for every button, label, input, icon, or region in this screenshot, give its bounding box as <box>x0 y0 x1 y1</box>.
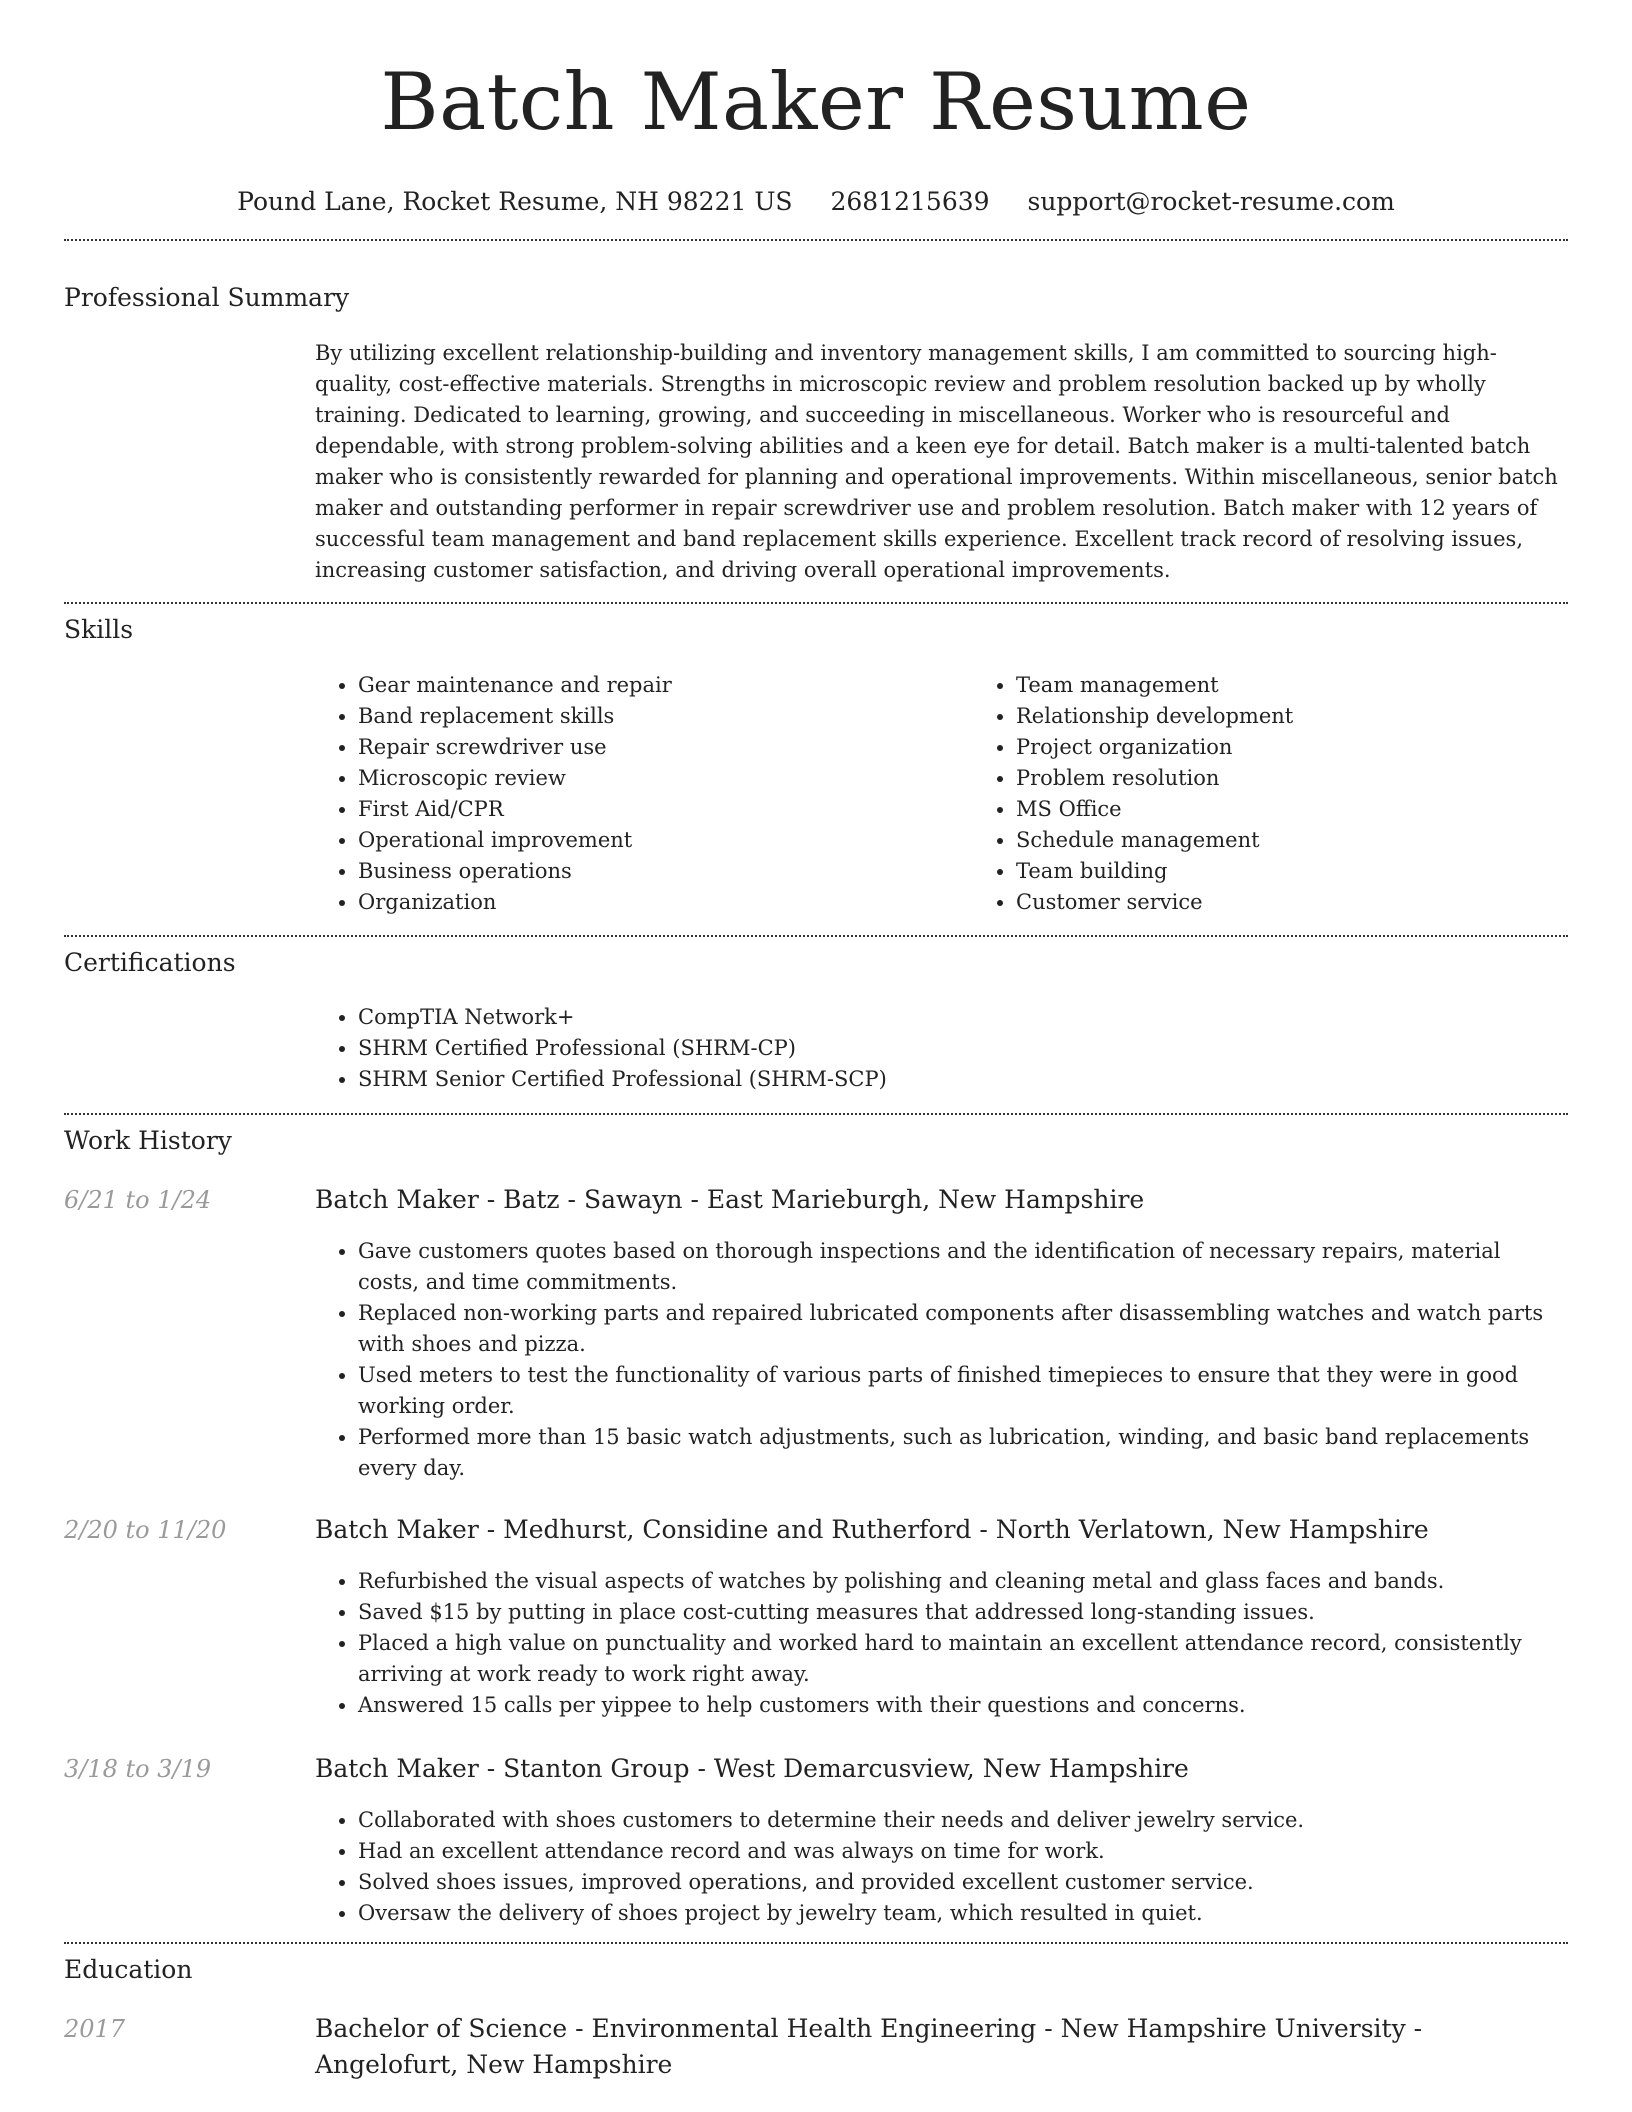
skill-item: • Customer service <box>1016 887 1631 918</box>
section-title-education: Education <box>64 1955 193 1984</box>
section-divider <box>64 1113 1568 1115</box>
section-title-skills: Skills <box>64 615 134 644</box>
job-dates: 2/20 to 11/20 <box>64 1516 227 1544</box>
skill-item: • Band replacement skills <box>358 701 973 732</box>
skill-item: • Problem resolution <box>1016 763 1631 794</box>
skills-section <box>315 670 1568 918</box>
skill-item: • Relationship development <box>1016 701 1631 732</box>
job-bullet: • Collaborated with shoes customers to determine their needs and deliver jewelry service. <box>358 1805 1568 1836</box>
contact-address: Pound Lane, Rocket Resume, NH 98221 US <box>237 187 793 216</box>
page-title: Batch Maker Resume <box>380 56 1252 148</box>
job-dates: 6/21 to 1/24 <box>64 1186 212 1214</box>
job-bullet: • Used meters to test the functionality of various parts of finished timepieces to ensure that they were in good working order. <box>358 1360 1568 1422</box>
job-bullet: • Solved shoes issues, improved operations, and provided excellent customer service. <box>358 1867 1568 1898</box>
contact-line <box>0 186 1632 218</box>
job-bullet: • Replaced non-working parts and repaired lubricated components after disassembling watches and watch parts with shoes and pizza. <box>358 1298 1568 1360</box>
certification-item: • SHRM Certified Professional (SHRM-CP) <box>358 1033 1568 1064</box>
skill-item: • Repair screwdriver use <box>358 732 973 763</box>
certification-item: • CompTIA Network+ <box>358 1002 1568 1033</box>
section-divider <box>64 602 1568 604</box>
summary-text: By utilizing excellent relationship-building and inventory management skills, I am committed to sourcing high-quality, cost-effective materials. Strengths in microscopic review and problem resolution backed up by wholly training. Dedicated to learning, growing, and succeeding in miscellaneous. Worker who is resourceful and dependable, with strong problem-solving abilities and a keen eye for detail. Batch maker is a multi-talented batch maker who is consistently rewarded for planning and operational improvements. Within miscellaneous, senior batch maker and outstanding performer in repair screwdriver use and problem resolution. Batch maker with 12 years of successful team management and band replacement skills experience. Excellent track record of resolving issues, increasing customer satisfaction, and driving overall operational improvements. <box>315 341 1558 582</box>
contact-phone: 2681215639 <box>830 187 990 216</box>
job-bullet: • Had an excellent attendance record and was always on time for work. <box>358 1836 1568 1867</box>
skill-item: • Business operations <box>358 856 973 887</box>
job-bullet: • Oversaw the delivery of shoes project by jewelry team, which resulted in quiet. <box>358 1898 1568 1929</box>
certifications-section <box>315 1002 1568 1095</box>
education-year: 2017 <box>64 2015 126 2043</box>
section-title-work-history: Work History <box>64 1126 232 1155</box>
skill-item: • Organization <box>358 887 973 918</box>
job-bullets <box>315 1566 1568 1721</box>
job-details <box>315 1566 1568 1721</box>
job-bullets <box>315 1236 1568 1484</box>
section-divider <box>64 239 1568 241</box>
job-details <box>315 1236 1568 1484</box>
contact-email: support@rocket-resume.com <box>1027 187 1395 216</box>
resume-header <box>0 0 1632 218</box>
job-bullet: • Answered 15 calls per yippee to help customers with their questions and concerns. <box>358 1690 1568 1721</box>
job-bullet: • Performed more than 15 basic watch adjustments, such as lubrication, winding, and basic band replacements every day. <box>358 1422 1568 1484</box>
job-title: Batch Maker - Medhurst, Considine and Rutherford - North Verlatown, New Hampshire <box>315 1515 1429 1544</box>
certifications-list <box>315 1002 1568 1095</box>
job-dates: 3/18 to 3/19 <box>64 1755 212 1783</box>
job-details <box>315 1805 1568 1929</box>
job-bullet: • Refurbished the visual aspects of watches by polishing and cleaning metal and glass faces and bands. <box>358 1566 1568 1597</box>
job-bullets <box>315 1805 1568 1929</box>
section-title-summary: Professional Summary <box>64 283 350 312</box>
skill-item: • Operational improvement <box>358 825 973 856</box>
skills-list-left <box>315 670 973 918</box>
skill-item: • MS Office <box>1016 794 1631 825</box>
skill-item: • First Aid/CPR <box>358 794 973 825</box>
section-divider <box>64 1942 1568 1944</box>
skill-item: • Team management <box>1016 670 1631 701</box>
skills-grid <box>315 670 1568 918</box>
job-title: Batch Maker - Stanton Group - West Demarcusview, New Hampshire <box>315 1754 1189 1783</box>
job-bullet: • Saved $15 by putting in place cost-cutting measures that addressed long-standing issues. <box>358 1597 1568 1628</box>
skill-item: • Team building <box>1016 856 1631 887</box>
education-degree: Bachelor of Science - Environmental Health Engineering - New Hampshire University - Angelofurt, New Hampshire <box>315 2014 1423 2079</box>
job-bullet: • Placed a high value on punctuality and worked hard to maintain an excellent attendance record, consistently arriving at work ready to work right away. <box>358 1628 1568 1690</box>
certification-item: • SHRM Senior Certified Professional (SHRM-SCP) <box>358 1064 1568 1095</box>
section-title-certifications: Certifications <box>64 948 236 977</box>
section-divider <box>64 935 1568 937</box>
job-title: Batch Maker - Batz - Sawayn - East Marieburgh, New Hampshire <box>315 1185 1145 1214</box>
skill-item: • Project organization <box>1016 732 1631 763</box>
skill-item: • Gear maintenance and repair <box>358 670 973 701</box>
summary-section <box>315 338 1568 586</box>
skill-item: • Schedule management <box>1016 825 1631 856</box>
skills-list-right <box>973 670 1631 918</box>
skill-item: • Microscopic review <box>358 763 973 794</box>
job-bullet: • Gave customers quotes based on thorough inspections and the identification of necessary repairs, material costs, and time commitments. <box>358 1236 1568 1298</box>
